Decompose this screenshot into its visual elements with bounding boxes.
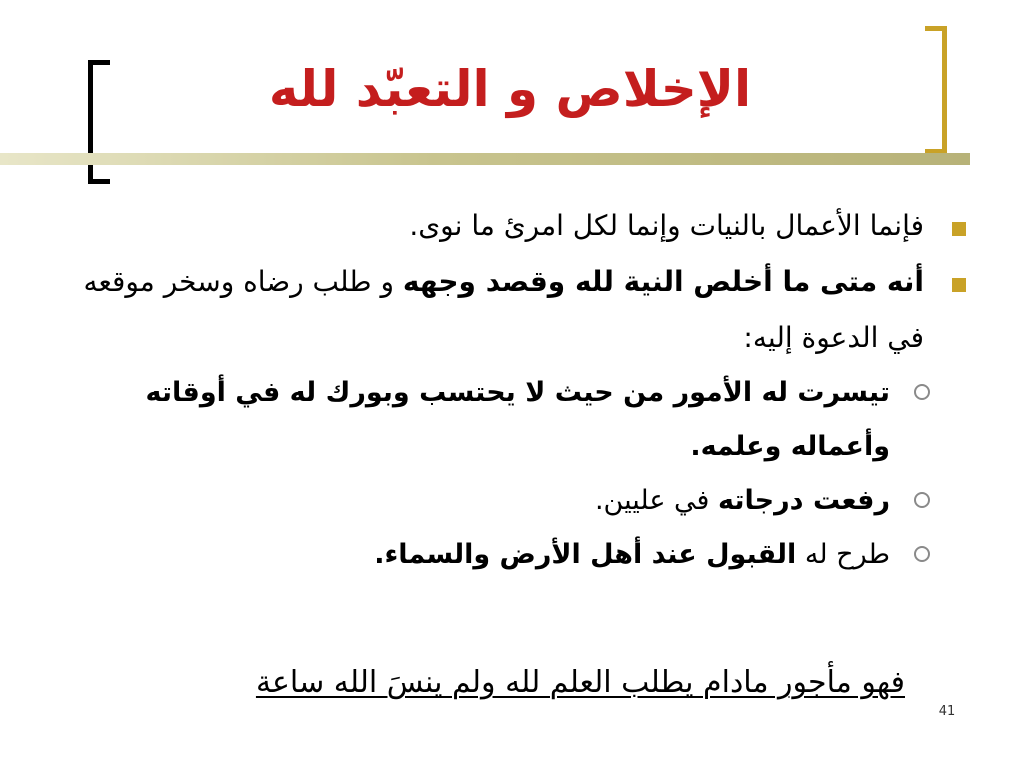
sub-bullet-item xyxy=(70,528,970,582)
sub-bullet-bold-text: القبول عند أهل الأرض والسماء. xyxy=(374,539,797,570)
sub-bullet-item xyxy=(70,366,970,474)
page-number: 41 xyxy=(938,704,956,719)
closing-statement: فهو مأجور مادام يطلب العلم لله ولم ينسَ الله ساعة xyxy=(255,665,905,700)
left-bracket-decoration xyxy=(88,60,110,184)
bullet-item xyxy=(70,254,970,366)
sub-bullet-text: في عليين. xyxy=(594,485,719,516)
bullet-text: و طلب رضاه وسخر موقعه في الدعوة إليه: xyxy=(83,265,924,354)
square-bullet-icon xyxy=(952,278,966,292)
bullet-bold-text: أنه متى ما أخلص النية لله وقصد وجهه xyxy=(402,265,924,298)
right-bracket-decoration xyxy=(925,26,947,154)
sub-bullet-item xyxy=(70,474,970,528)
sub-bullet-bold-text: رفعت درجاته xyxy=(718,485,890,516)
square-bullet-icon xyxy=(952,222,966,236)
bullet-text: فإنما الأعمال بالنيات وإنما لكل امرئ ما نوى. xyxy=(409,209,924,242)
ring-bullet-icon xyxy=(914,492,930,508)
ring-bullet-icon xyxy=(914,546,930,562)
ring-bullet-icon xyxy=(914,384,930,400)
slide-title: الإخلاص و التعبّد لله xyxy=(268,60,752,118)
bullet-item xyxy=(70,198,970,254)
title-underline-bar xyxy=(0,153,970,165)
slide-body xyxy=(70,198,970,582)
sub-bullet-text: طرح له xyxy=(796,539,890,570)
sub-bullet-bold-text: تيسرت له الأمور من حيث لا يحتسب وبورك له في أوقاته وأعماله وعلمه. xyxy=(145,377,890,462)
